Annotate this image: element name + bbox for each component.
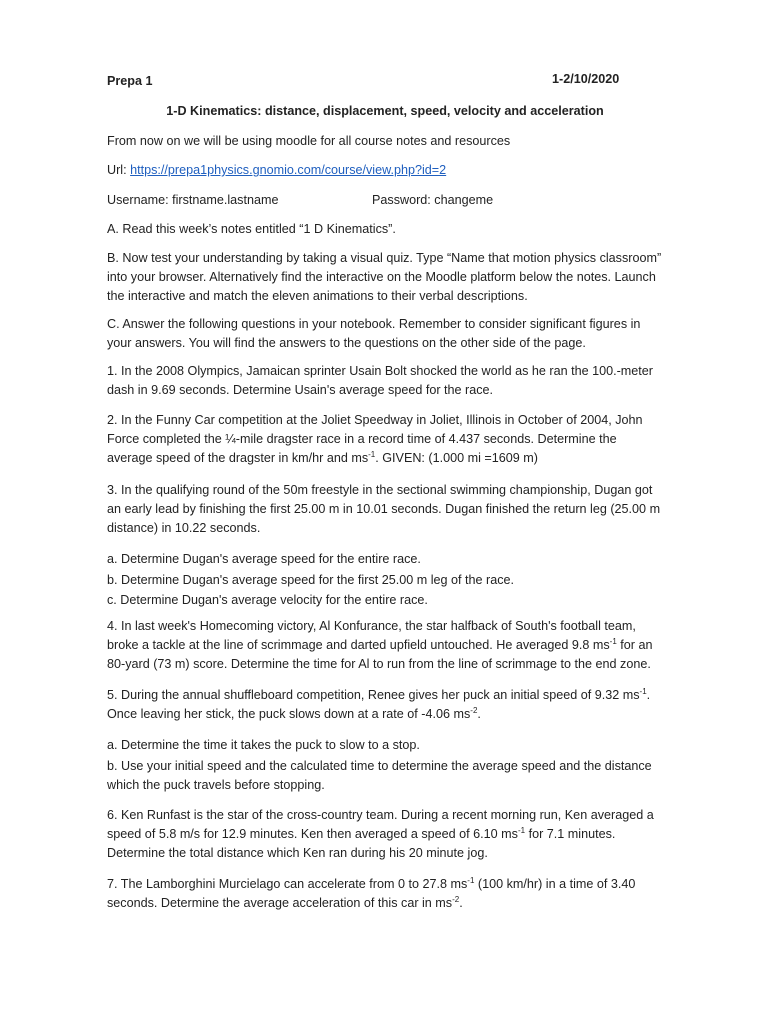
q5-superscript-2: -2	[470, 705, 478, 715]
q2-text: 2. In the Funny Car competition at the Joliet Speedway in Joliet, Illinois in October of 2004, John Force completed the ¼-mile dragster race in a record time of 4.437 seconds. Determine the average speed of the dragster in km/hr and ms	[107, 413, 643, 465]
question-3: 3. In the qualifying round of the 50m freestyle in the sectional swimming championship, Dugan got an early lead by finishing the first 25.00 m in 10.01 seconds. Dugan finished the return leg (25.00 m distance) in 10.22 seconds.	[107, 483, 661, 535]
username-text: Username: firstname.lastname	[107, 193, 279, 207]
question-3b: b. Determine Dugan's average speed for the first 25.00 m leg of the race.	[107, 573, 515, 587]
header-date: 1-2/10/2020	[552, 72, 620, 86]
q5-superscript-1: -1	[639, 686, 647, 696]
q7-text-mid: (100 km/hr) in a time of 3.40 seconds. Determine the average acceleration of this car in ms	[107, 877, 636, 910]
question-2	[107, 411, 663, 468]
q5-text-end: .	[477, 707, 481, 721]
question-4	[107, 617, 663, 674]
step-a: A. Read this week’s notes entitled “1 D Kinematics”.	[107, 222, 396, 236]
course-url-link[interactable]: https://prepa1physics.gnomio.com/course/view.php?id=2	[130, 163, 447, 177]
question-7	[107, 875, 663, 913]
q4-text-end: for an 80-yard (73 m) score. Determine the time for Al to run from the line of scrimmage to the end zone.	[107, 638, 653, 671]
url-line	[107, 161, 663, 180]
q7-text-end: .	[459, 896, 463, 910]
q7-superscript-1: -1	[467, 875, 475, 885]
question-6	[107, 806, 663, 863]
q6-text-end: for 7.1 minutes. Determine the total distance which Ken ran during his 20 minute jog.	[107, 827, 616, 860]
q7-text: 7. The Lamborghini Murcielago can accelerate from 0 to 27.8 ms	[107, 877, 468, 891]
document-title: 1-D Kinematics: distance, displacement, speed, velocity and acceleration	[166, 104, 604, 118]
step-b: B. Now test your understanding by taking a visual quiz. Type “Name that motion physics classroom” into your browser. Alternatively find the interactive on the Moodle platform below the notes. Launch the interactive and match the eleven animations to their verbal descriptions.	[107, 251, 662, 303]
question-5	[107, 686, 663, 724]
q6-text: 6. Ken Runfast is the star of the cross-country team. During a recent morning run, Ken averaged a speed of 5.8 m/s for 12.9 minutes. Ken then averaged a speed of 6.10 ms	[107, 808, 654, 841]
question-5a: a. Determine the time it takes the puck to slow to a stop.	[107, 738, 420, 752]
url-label: Url:	[107, 163, 127, 177]
q4-text: 4. In last week's Homecoming victory, Al Konfurance, the star halfback of South's football team, broke a tackle at the line of scrimmage and darted upfield untouched. He averaged 9.8 ms	[107, 619, 636, 652]
header-left: Prepa 1	[107, 74, 153, 88]
q7-superscript-2: -2	[452, 894, 460, 904]
step-c: C. Answer the following questions in your notebook. Remember to consider significant figures in your answers. You will find the answers to the questions on the other side of the page.	[107, 317, 641, 350]
question-5b: b. Use your initial speed and the calculated time to determine the average speed and the distance which the puck travels before stopping.	[107, 759, 652, 792]
question-1: 1. In the 2008 Olympics, Jamaican sprinter Usain Bolt shocked the world as he ran the 100.-meter dash in 9.69 seconds. Determine Usain's average speed for the race.	[107, 364, 654, 397]
intro-text: From now on we will be using moodle for all course notes and resources	[107, 134, 511, 148]
q2-given: . GIVEN: (1.000 mi =1609 m)	[375, 451, 538, 465]
password-text: Password: changeme	[372, 193, 494, 207]
q5-text-mid: . Once leaving her stick, the puck slows down at a rate of -4.06 ms	[107, 688, 651, 721]
q4-superscript: -1	[609, 636, 617, 646]
credentials-line	[107, 191, 663, 210]
q5-text: 5. During the annual shuffleboard competition, Renee gives her puck an initial speed of 9.32 ms	[107, 688, 640, 702]
q2-superscript: -1	[368, 449, 376, 459]
question-3a: a. Determine Dugan's average speed for the entire race.	[107, 552, 421, 566]
q6-superscript: -1	[517, 825, 526, 835]
question-3c: c. Determine Dugan's average velocity for the entire race.	[107, 593, 428, 607]
